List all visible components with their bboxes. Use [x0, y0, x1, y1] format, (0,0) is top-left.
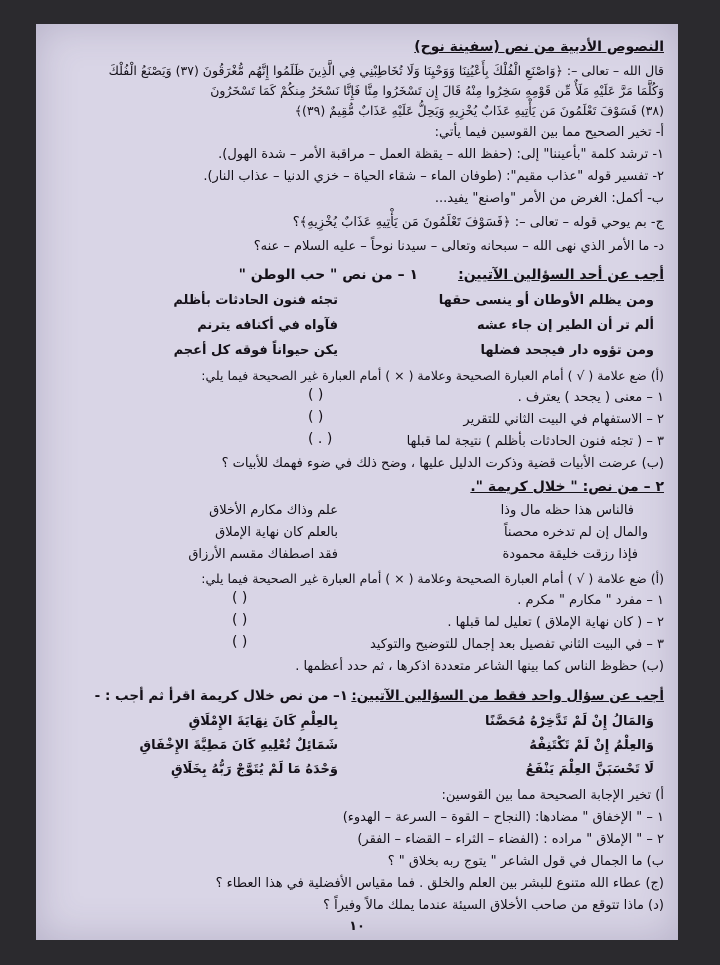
section4-qa: أ) تخير الإجابة الصحيحة مما بين القوسين: — [441, 788, 664, 803]
answer-box: ( ) — [308, 409, 324, 425]
section3-qb: (ب) حظوظ الناس كما بينها الشاعر متعددة اذكرها ، ثم حدد أعظمها . — [295, 659, 664, 674]
list-item: ١ – معنى ( يجحد ) يعترف . — [517, 390, 664, 405]
verse-line: فآواه في أكنافه يترنم — [197, 318, 338, 333]
quran-line-3: (٣٨) فَسَوْفَ تَعْلَمُونَ مَن يَأْتِيهِ عَذَابٌ يُخْزِيهِ وَيَحِلُّ عَلَيْهِ عَذَابٌ مُّقِيمٌ (٣٩)﴾ — [294, 103, 664, 118]
verse-line: ألم تر أن الطير إن جاء عشه — [476, 318, 654, 333]
q1-a: أ- تخير الصحيح مما بين القوسين فيما يأتي: — [434, 125, 664, 140]
list-item: ٢ – الاستفهام في البيت الثاني للتقرير — [463, 412, 664, 427]
section4-qb: ب) ما الجمال في قول الشاعر " يتوج ربه بخلاق " ؟ — [387, 854, 664, 869]
section2-qa: (أ) ضع علامة ( √ ) أمام العبارة الصحيحة وعلامة ( × ) أمام العبارة غير الصحيحة فيما يلي: — [201, 368, 664, 383]
verse-line: لَا تَحْسَبَنَّ العِلْمَ يَنْفَعُ — [525, 762, 654, 777]
section2-qb: (ب) عرضت الأبيات قضية وذكرت الدليل عليها ، وضح ذلك في ضوء فهمك للأبيات ؟ — [221, 456, 664, 471]
verse-line: تجئه فنون الحادثات بأظلم — [173, 293, 338, 308]
verse-line: وَالعِلْمُ إِنْ لَمْ تَكْتَنِفْهُ — [529, 738, 654, 753]
list-item: ١ – مفرد " مكارم " مكرم . — [517, 593, 664, 608]
answer-box: ( ) — [308, 387, 324, 403]
answer-box: ( ) — [232, 612, 248, 628]
section4-heading: أجب عن سؤال واحد فقط من السؤالين الآتيين: — [351, 688, 664, 704]
q1-d: د- ما الأمر الذي نهى الله – سبحانه وتعالى – سيدنا نوحاً – عليه السلام – عنه؟ — [253, 239, 664, 254]
page-heading: النصوص الأدبية من نص (سفينة نوح) — [414, 39, 664, 55]
section4-qc: (ج) عطاء الله متنوع للبشر بين العلم والخلق . فما مقياس الأفضلية في هذا العطاء ؟ — [215, 876, 664, 891]
section4-a1: ١ – " الإخفاق " مضادها: (النجاح – القوة – السرعة – الهدوء) — [342, 810, 664, 825]
section2-sub: ١ – من نص " حب الوطن " — [238, 267, 418, 283]
verse-line: ومن تؤوه دار فيجحد فضلها — [480, 343, 654, 358]
verse-line: شَمَائِلٌ تُعْلِيهِ كَانَ مَطِيَّةَ الإِخْفَاقِ — [139, 738, 338, 753]
list-item: ٣ – في البيت الثاني تفصيل بعد إجمال للتوضيح والتوكيد — [369, 637, 664, 652]
verse-line: بِالعِلْمِ كَانَ نِهَايَةَ الإِمْلَاقِ — [188, 714, 338, 729]
quran-line-2: وَكُلَّمَا مَرَّ عَلَيْهِ مَلَأٌ مِّن قَوْمِهِ سَخِرُوا مِنْهُ قَالَ إِن تَسْخَرُوا مِنَّا فَإِنَّا نَسْخَرُ مِنكُمْ كَمَا تَسْخَرُونَ — [210, 83, 664, 98]
section4-a2: ٢ – " الإملاق " مراده : (الفضاء – الثراء – القضاء – الفقر) — [357, 832, 664, 847]
verse-line: فإذا رزقت خليقة محمودة — [502, 547, 638, 562]
verse-line: علم وذاك مكارم الأخلاق — [209, 503, 338, 518]
verse-line: فالناس هذا حظه مال وذا — [500, 503, 634, 518]
verse-line: ومن يظلم الأوطان أو ينسى حقها — [438, 293, 654, 308]
verse-line: يكن حيواناً فوقه كل أعجم — [173, 343, 338, 358]
answer-box: ( ) — [232, 634, 248, 650]
q1-b: ب- أكمل: الغرض من الأمر "واصنع" يفيد... — [434, 191, 664, 206]
answer-box: ( . ) — [308, 431, 333, 447]
verse-line: بالعلم كان نهاية الإملاق — [215, 525, 338, 540]
section4-sub: ١– من نص خلال كريمة اقرأ ثم أجب : - — [94, 688, 348, 704]
q1-a2: ٢- تفسير قوله "عذاب مقيم": (طوفان الماء – شقاء الحياة – خزي الدنيا – عذاب النار). — [203, 169, 664, 184]
list-item: ٣ – ( تجئه فنون الحادثات بأظلم ) نتيجة لما قبلها — [406, 434, 664, 449]
section3-sub: ٢ – من نص: " خلال كريمة ". — [470, 479, 664, 495]
section3-qa: (أ) ضع علامة ( √ ) أمام العبارة الصحيحة وعلامة ( × ) أمام العبارة غير الصحيحة فيما يلي: — [201, 571, 664, 586]
section4-qd: (د) ماذا تتوقع من صاحب الأخلاق السيئة عندما يملك مالاً وفيراً ؟ — [323, 898, 664, 913]
answer-box: ( ) — [232, 590, 248, 606]
verse-line: وَالمَالُ إِنْ لَمْ تَدَّخِرْهُ مُحَصَّنًا — [485, 714, 654, 729]
section2-heading: أجب عن أحد السؤالين الآتيين: — [458, 267, 664, 283]
q1-c: ج- بم يوحي قوله – تعالى –: ﴿فَسَوْفَ تَعْلَمُونَ مَن يَأْتِيهِ عَذَابٌ يُخْزِيهِ﴾؟ — [292, 215, 664, 230]
q1-a1: ١- ترشد كلمة "بأعيننا" إلى: (حفظ الله – يقظة العمل – مراقبة الأمر – شدة الهول). — [218, 147, 664, 162]
verse-line: والمال إن لم تدخره محصناً — [503, 525, 648, 540]
quran-line-1: قال الله – تعالى –: ﴿وَاصْنَعِ الْفُلْكَ بِأَعْيُنِنَا وَوَحْيِنَا وَلَا تُخَاطِبْنِي فِي الَّذِينَ ظَلَمُوا إِنَّهُم مُّغْرَقُونَ (٣٧) وَيَصْنَعُ الْفُلْكَ — [108, 63, 664, 78]
verse-line: وَحْدَهُ مَا لَمْ يُتَوَّجْ رَبُّهُ بِخَلَاقِ — [171, 762, 338, 777]
verse-line: فقد اصطفاك مقسم الأرزاق — [188, 547, 338, 562]
list-item: ٢ – ( كان نهاية الإملاق ) تعليل لما قبلها . — [447, 615, 664, 630]
document-page — [36, 24, 678, 940]
page-number: ١٠ — [349, 919, 365, 934]
